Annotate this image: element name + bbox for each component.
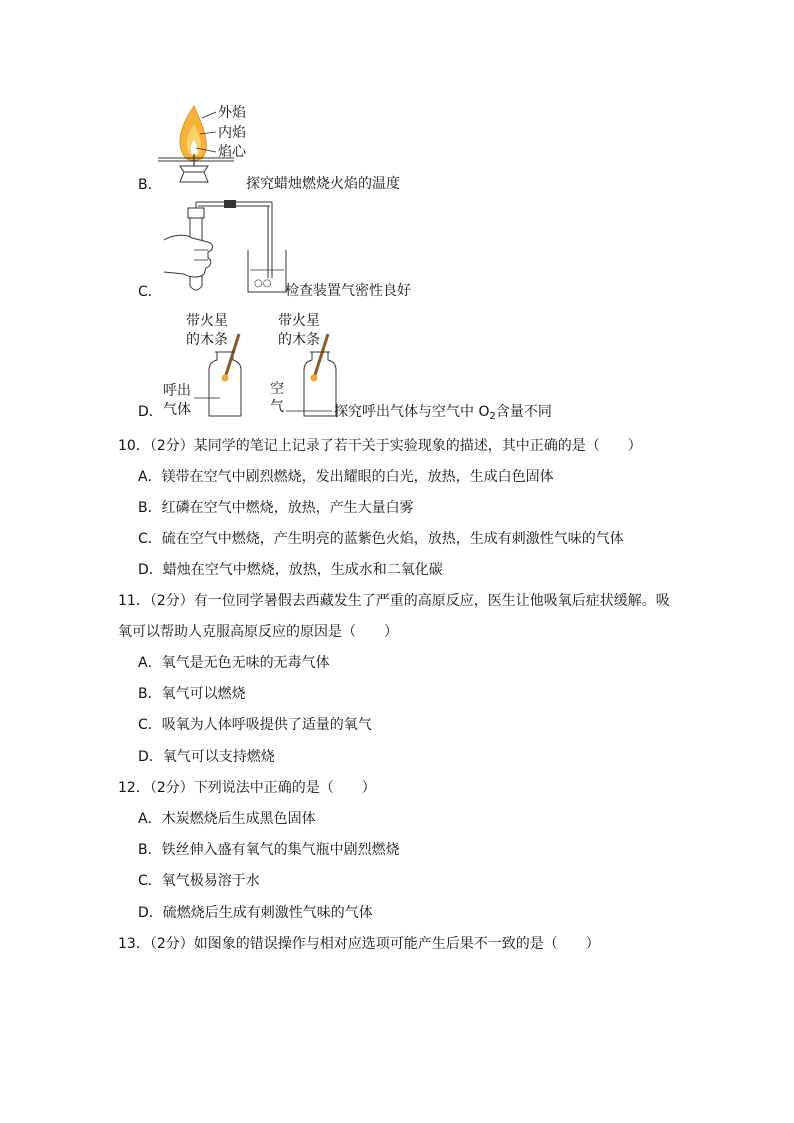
option-d-caption	[334, 403, 552, 426]
question-11-option-b: B．氧气可以燃烧	[138, 686, 246, 702]
option-d-caption-pre: 探究呼出气体与空气中 O	[334, 404, 490, 420]
question-11-stem-line2: 氧可以帮助人克服高原反应的原因是（ ）	[118, 624, 398, 640]
question-11-option-c: C．吸氧为人体呼吸提供了适量的氧气	[138, 717, 372, 733]
label-flame-core: 焰心	[218, 144, 246, 160]
question-12-option-d: D．硫燃烧后生成有刺激性气味的气体	[138, 905, 373, 921]
question-12-option-b: B．铁丝伸入盛有氧气的集气瓶中剧烈燃烧	[138, 842, 400, 858]
question-11-stem: 11．（2分）有一位同学暑假去西藏发生了严重的高原反应，医生让他吸氧后症状缓解。吸	[118, 593, 670, 609]
option-b-caption: 探究蜡烛燃烧火焰的温度	[246, 176, 400, 192]
question-12-stem: 12．（2分）下列说法中正确的是（ ）	[118, 780, 376, 796]
gas-label-left-line1: 呼出	[163, 383, 191, 399]
question-10-stem: 10．（2分）某同学的笔记上记录了若干关于实验现象的描述，其中正确的是（ ）	[118, 438, 642, 454]
stick-label-left-line2: 的木条	[186, 332, 228, 348]
svg-text:○○: ○○	[254, 278, 272, 289]
gas-label-right-line2: 气	[270, 399, 284, 415]
question-10-option-c: C．硫在空气中燃烧，产生明亮的蓝紫色火焰，放热，生成有刺激性气味的气体	[138, 531, 624, 547]
question-11-option-d: D．氧气可以支持燃烧	[138, 749, 275, 765]
option-b-label: B．	[138, 177, 162, 193]
label-inner-flame: 内焰	[218, 125, 246, 141]
question-10-option-b: B．红磷在空气中燃烧，放热，产生大量白雾	[138, 500, 414, 516]
airtightness-apparatus-diagram	[160, 200, 290, 296]
gas-label-left-leader	[194, 396, 220, 400]
option-d-caption-sub: 2	[489, 411, 496, 422]
question-10-option-a: A．镁带在空气中剧烈燃烧，发出耀眼的白光，放热，生成白色固体	[138, 469, 554, 485]
option-d-caption-post: 含量不同	[495, 404, 552, 420]
gas-label-right-leader	[286, 409, 332, 413]
option-d-label: D．	[138, 404, 163, 420]
question-12-option-c: C．氧气极易溶于水	[138, 873, 260, 889]
bottle-exhaled-gas-diagram	[195, 330, 255, 418]
option-c-label: C．	[138, 284, 162, 300]
stick-label-right-line2: 的木条	[278, 332, 320, 348]
question-11-option-a: A．氧气是无色无味的无毒气体	[138, 655, 330, 671]
label-outer-flame: 外焰	[218, 105, 246, 121]
gas-label-right-line1: 空	[270, 381, 284, 397]
question-10-option-d: D．蜡烛在空气中燃烧，放热，生成水和二氧化碳	[138, 562, 443, 578]
stick-label-left-line1: 带火星	[186, 313, 228, 329]
stick-label-right-line1: 带火星	[278, 313, 320, 329]
question-13-stem: 13．（2分）如图象的错误操作与相对应选项可能产生后果不一致的是（ ）	[118, 936, 600, 952]
option-c-caption: 检查装置气密性良好	[285, 283, 411, 299]
gas-label-left-line2: 气体	[163, 402, 191, 418]
question-12-option-a: A．木炭燃烧后生成黑色固体	[138, 811, 316, 827]
